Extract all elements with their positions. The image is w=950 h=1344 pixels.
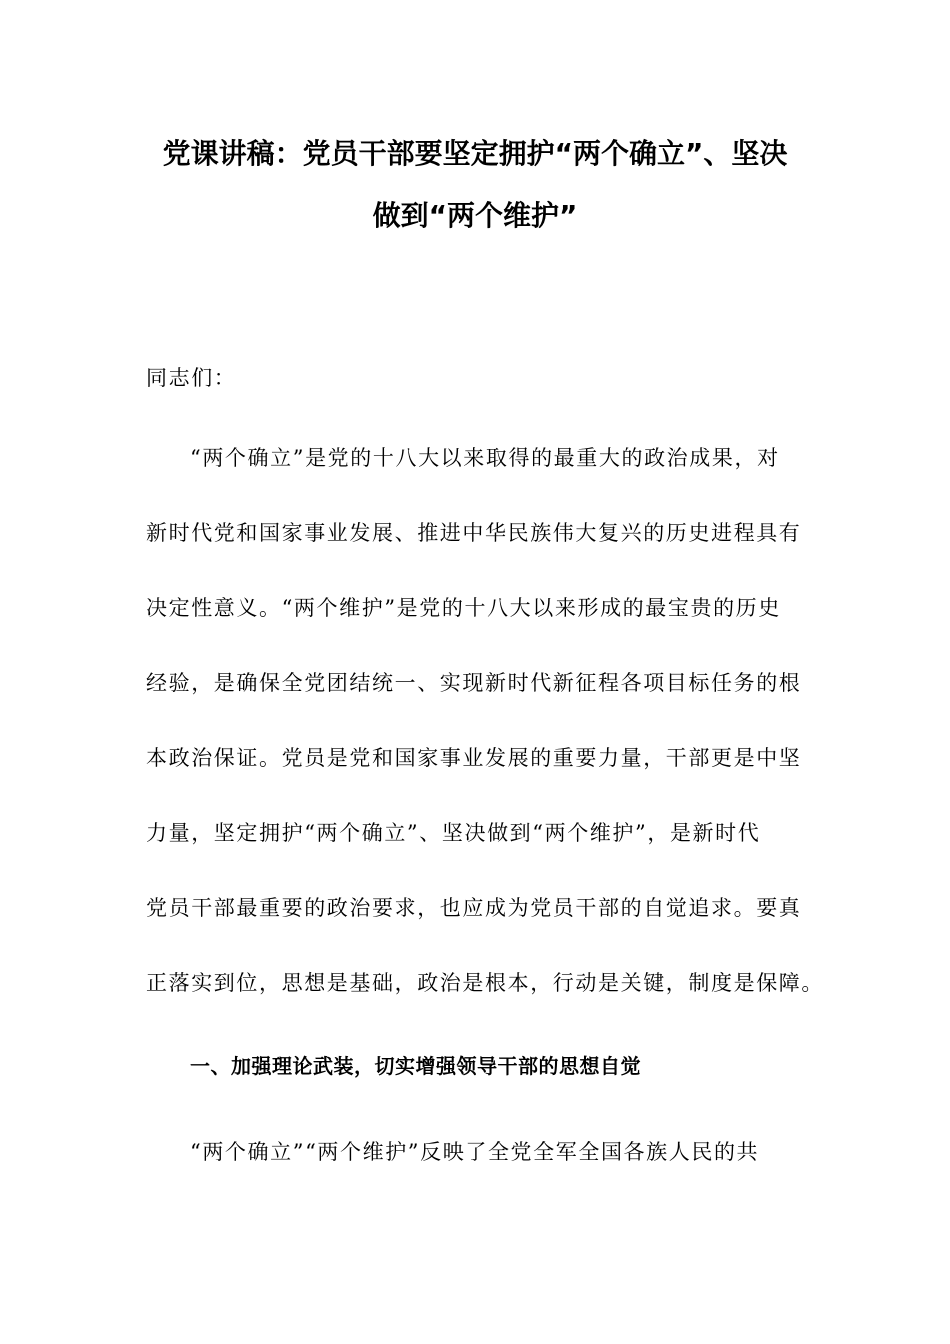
document-title-line-2: 做到“两个维护”: [372, 199, 578, 232]
salutation: 同志们：: [146, 366, 237, 390]
document-title-line-1: 党课讲稿：党员干部要坚定拥护“两个确立”、坚决: [162, 137, 788, 170]
paragraph-line: 正落实到位，思想是基础，政治是根本，行动是关键，制度是保障。: [146, 971, 824, 995]
paragraph-line: 新时代党和国家事业发展、推进中华民族伟大复兴的历史进程具有: [146, 521, 802, 545]
paragraph-line: “两个确立”是党的十八大以来取得的最重大的政治成果，对: [190, 446, 780, 470]
paragraph-line: 力量，坚定拥护“两个确立”、坚决做到“两个维护”，是新时代: [146, 821, 761, 845]
section-heading: 一、加强理论武装，切实增强领导干部的思想自觉: [190, 1054, 641, 1078]
paragraph-line: 党员干部最重要的政治要求，也应成为党员干部的自觉追求。要真: [146, 896, 802, 920]
paragraph-line: 经验，是确保全党团结统一、实现新时代新征程各项目标任务的根: [146, 671, 802, 695]
paragraph-line: 决定性意义。“两个维护”是党的十八大以来形成的最宝贵的历史: [146, 596, 781, 620]
paragraph-line: 本政治保证。党员是党和国家事业发展的重要力量，干部更是中坚: [146, 746, 802, 770]
paragraph-line: “两个确立”“两个维护”反映了全党全军全国各族人民的共: [190, 1140, 760, 1164]
